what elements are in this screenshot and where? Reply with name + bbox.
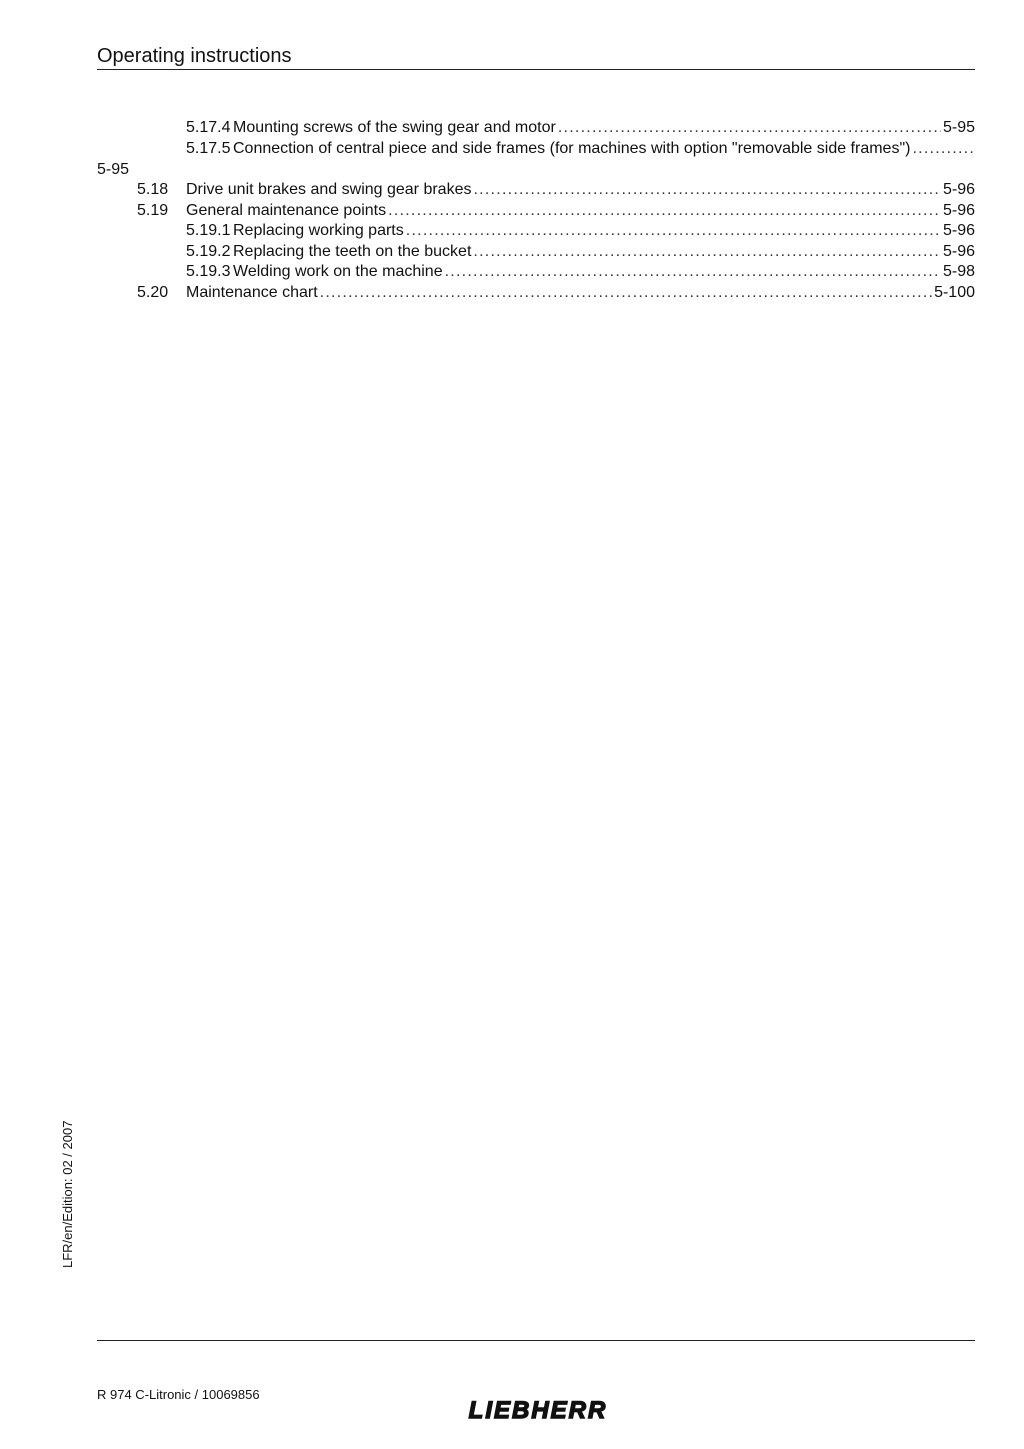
toc-entry[interactable] [0, 139, 1024, 159]
toc-entry[interactable] [0, 118, 1024, 138]
toc-entry-number: 5.17.5 [186, 140, 231, 157]
liebherr-logo [456, 1395, 620, 1423]
toc-entry[interactable] [0, 283, 1024, 303]
toc-dot-leader [406, 221, 941, 241]
toc-entry-title: Drive unit brakes and swing gear brakes [186, 181, 472, 198]
toc-entry-page: 5-95 [97, 161, 130, 178]
brand-wordmark: LIEBHERR [468, 1397, 608, 1423]
toc-entry-number: 5.19.2 [186, 243, 231, 260]
page-title: Operating instructions [97, 45, 292, 67]
toc-entry-page: 5-100 [934, 284, 975, 301]
toc-entry-page: 5-96 [942, 202, 975, 219]
document-id: R 974 C-Litronic / 10069856 [97, 1387, 260, 1402]
toc-entry[interactable] [0, 180, 1024, 200]
toc-entry-title: Maintenance chart [186, 284, 318, 301]
toc-entry-page: 5-98 [942, 263, 975, 280]
toc-entry-page: 5-96 [942, 243, 975, 260]
toc-dot-leader [473, 242, 941, 262]
toc-entry-page: 5-95 [942, 119, 975, 136]
toc-dot-leader [473, 180, 940, 200]
toc-entry-number: 5.19 [137, 202, 169, 219]
toc-entry-number: 5.17.4 [186, 119, 231, 136]
toc-entry[interactable] [0, 242, 1024, 262]
toc-entry[interactable] [0, 221, 1024, 241]
toc-entry-number: 5.19.1 [186, 222, 231, 239]
toc-dot-leader [912, 139, 973, 159]
toc-entry-number: 5.18 [137, 181, 169, 198]
toc-entry-title: Mounting screws of the swing gear and motor [233, 119, 556, 136]
toc-entry-page: 5-96 [942, 222, 975, 239]
footer-divider [97, 1340, 975, 1341]
toc-entry-title: Replacing the teeth on the bucket [233, 243, 472, 260]
toc-entry-title: Replacing working parts [233, 222, 404, 239]
toc-dot-leader [445, 262, 941, 282]
toc-entry-page: 5-96 [942, 181, 975, 198]
toc-entry-title: Connection of central piece and side frames (for machines with option "removable side frames") [233, 140, 911, 157]
edition-label: LFR/en/Edition: 02 / 2007 [60, 1120, 75, 1268]
toc-dot-leader [558, 118, 941, 138]
toc-entry-number: 5.20 [137, 284, 169, 301]
toc-entry[interactable] [0, 201, 1024, 221]
header-divider [97, 69, 975, 70]
toc-entry-title: Welding work on the machine [233, 263, 443, 280]
toc-dot-leader [388, 201, 941, 221]
toc-dot-leader [320, 283, 932, 303]
toc-entry-title: General maintenance points [186, 202, 387, 219]
toc-entry-number: 5.19.3 [186, 263, 231, 280]
toc-entry[interactable] [0, 262, 1024, 282]
